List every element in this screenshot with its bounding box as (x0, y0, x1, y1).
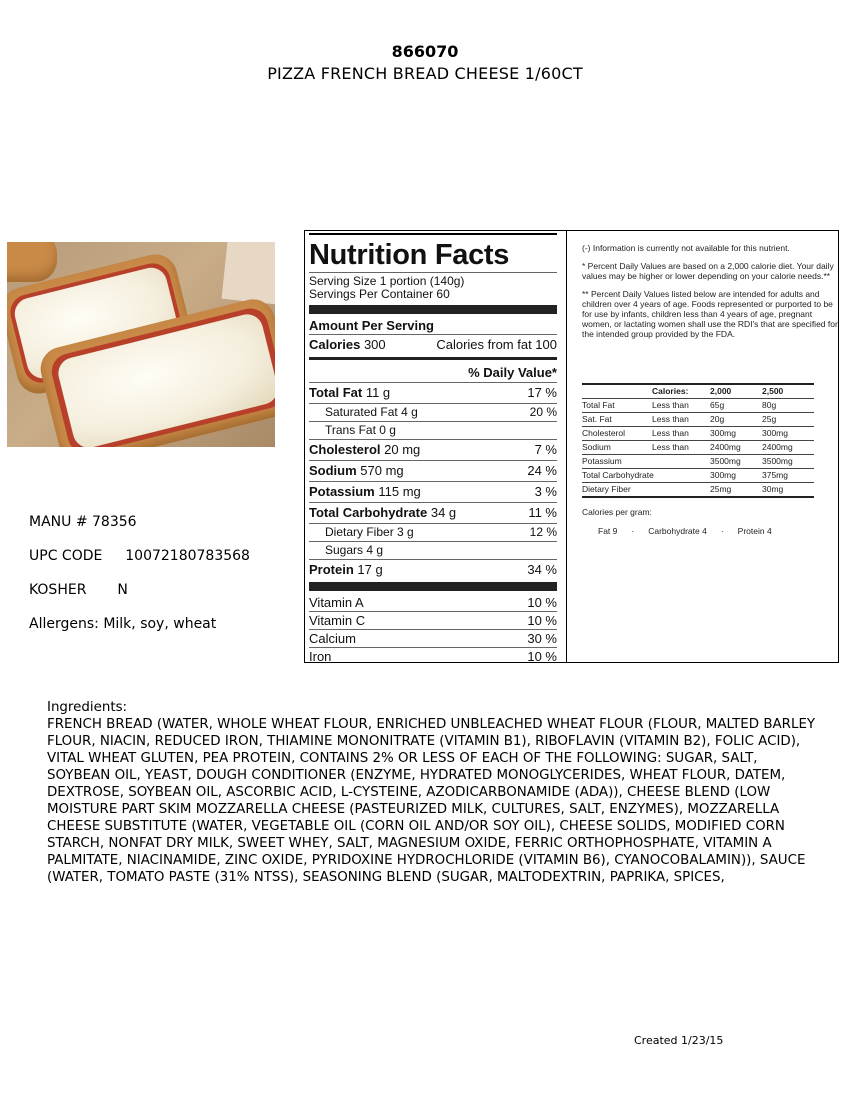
ingredients-section (47, 699, 817, 886)
ingredients-text: FRENCH BREAD (WATER, WHOLE WHEAT FLOUR, ENRICHED UNBLEACHED WHEAT FLOUR (FLOUR, MALTED BARLEY FLOUR, NIACIN, REDUCED IRON, THIAMINE MONONITRATE (VITAMIN B1), RIBOFLAVIN (VITAMIN B2), FOLIC ACID), VITAL WHEAT GLUTEN, PEA PROTEIN, CONTAINS 2% OR LESS OF EACH OF THE FOLLOWING: SUGAR, SALT, SOYBEAN OIL, YEAST, DOUGH CONDITIONER (ENZYME, HYDRATED MONOGLYCERIDES, WHEAT FLOUR, DATEM, DEXTROSE, SOYBEAN OIL, ASCORBIC ACID, L-CYSTEINE, AZODICARBONAMIDE (ADA)), CHEESE BLEND (LOW MOISTURE PART SKIM MOZZARELLA CHEESE (PASTEURIZED MILK, CULTURES, SALT, ENZYMES), MOZZARELLA CHEESE SUBSTITUTE (WATER, VEGETABLE OIL (CORN OIL AND/OR SOY OIL), CHEESE SOLIDS, MODIFIED CORN STARCH, NONFAT DRY MILK, SWEET WHEY, SALT, MAGNESIUM OXIDE, FERRIC ORTHOPHOSPHATE, VITAMIN A PALMITATE, NIACINAMIDE, ZINC OXIDE, PYRIDOXINE HYDROCHLORIDE (VITAMIN B6), CYANOCOBALAMIN)), SAUCE (WATER, TOMATO PASTE (31% NTSS), SEASONING BLEND (SUGAR, MALTODEXTRIN, PAPRIKA, SPICES, (47, 717, 816, 885)
nutrient-row-cholesterol: Cholesterol 20 mg 7 % (309, 439, 557, 460)
nutrition-facts-title: Nutrition Facts (309, 239, 510, 271)
allergens-label: Allergens: (29, 616, 99, 632)
daily-value-header: % Daily Value* (468, 365, 557, 380)
upc-code (29, 548, 250, 564)
nutrient-row-saturated-fat: Saturated Fat 4 g 20 % (309, 403, 557, 421)
manu-label: MANU # (29, 514, 88, 530)
calories-per-gram (582, 507, 838, 536)
dv-table-row: Total Carbohydrate 300mg 375mg (582, 468, 814, 482)
box-corner-decoration (222, 242, 275, 305)
dv-table-row: Cholesterol Less than 300mg 300mg (582, 426, 814, 440)
manu-value: 78356 (92, 514, 137, 530)
daily-value-table (582, 383, 814, 498)
note-not-available: (-) Information is currently not available for this nutrient. (582, 243, 790, 253)
footnotes (582, 243, 838, 347)
dv-table-row: Dietary Fiber 25mg 30mg (582, 482, 814, 498)
dv-table-row: Sodium Less than 2400mg 2400mg (582, 440, 814, 454)
nutrient-row-protein: Protein 17 g 34 % (309, 559, 557, 580)
ingredients-label: Ingredients: (47, 700, 128, 715)
note-percent-dv: * Percent Daily Values are based on a 2,000 calorie diet. Your daily values may be higher or lower depending on your calorie needs.** (582, 261, 834, 281)
calories-per-gram-label: Calories per gram: (582, 507, 652, 517)
cpg-separator: · (720, 526, 724, 536)
cpg-separator: · (631, 526, 635, 536)
item-name: PIZZA FRENCH BREAD CHEESE 1/60CT (267, 64, 583, 83)
servings-per-container: Servings Per Container 60 (309, 287, 450, 301)
nutrient-row-total-carbohydrate: Total Carbohydrate 34 g 11 % (309, 502, 557, 523)
dv-table-row: Total Fat Less than 65g 80g (582, 398, 814, 412)
mineral-row-calcium: Calcium 30 % (309, 631, 557, 646)
upc-label: UPC CODE (29, 548, 103, 564)
cpg-carbohydrate: Carbohydrate 4 (648, 526, 707, 536)
nutrition-panel (304, 230, 839, 663)
nutrient-row-total-fat: Total Fat 11 g 17 % (309, 382, 557, 403)
product-photo (7, 242, 275, 447)
panel-divider (566, 231, 567, 662)
cpg-fat: Fat 9 (598, 526, 618, 536)
nutrient-row-sodium: Sodium 570 mg 24 % (309, 460, 557, 481)
dv-table-row: Potassium 3500mg 3500mg (582, 454, 814, 468)
amount-per-serving: Amount Per Serving (309, 318, 434, 333)
bread-slice-top (7, 242, 57, 282)
nutrient-row-potassium: Potassium 115 mg 3 % (309, 481, 557, 502)
upc-value: 10072180783568 (125, 548, 250, 564)
kosher-label: KOSHER (29, 582, 87, 598)
kosher-value: N (117, 582, 128, 598)
note-intended: ** Percent Daily Values listed below are intended for adults and children over 4 years of age. Foods represented or purported to be for use by infants, children less than 4 years of age, pregnant women, or lactating women shall use the RDI's that are specified for the intended group provided by the FDA. (582, 289, 838, 339)
cpg-protein: Protein 4 (737, 526, 772, 536)
nutrient-row-sugars: Sugars 4 g (309, 541, 557, 559)
nutrition-facts-label (309, 233, 557, 665)
item-code: 866070 (391, 42, 459, 61)
vitamin-row-c: Vitamin C 10 % (309, 613, 557, 628)
nutrient-row-dietary-fiber: Dietary Fiber 3 g 12 % (309, 523, 557, 541)
allergens-value: Milk, soy, wheat (103, 616, 217, 632)
nutrient-row-trans-fat: Trans Fat 0 g (309, 421, 557, 439)
dv-table-row: Sat. Fat Less than 20g 25g (582, 412, 814, 426)
created-date: Created 1/23/15 (634, 1034, 724, 1047)
allergens (29, 616, 216, 632)
vitamin-row-a: Vitamin A 10 % (309, 595, 557, 610)
calories-row: Calories 300 Calories from fat 100 (309, 334, 557, 355)
serving-size: Serving Size 1 portion (140g) (309, 272, 557, 288)
dv-table-header: Calories: 2,000 2,500 (582, 383, 814, 398)
kosher (29, 582, 128, 598)
manu-number (29, 514, 137, 530)
mineral-row-iron: Iron 10 % (309, 649, 557, 664)
